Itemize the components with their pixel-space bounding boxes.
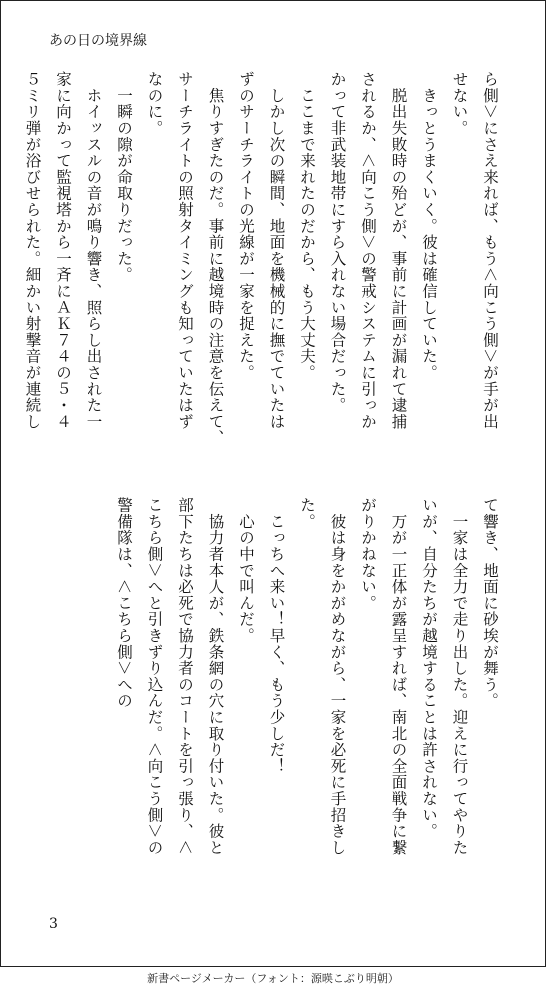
text-line: 部下たちは必死で協力者のコートを引っ張り、＜: [176, 497, 194, 856]
text-line: こちら側＞へと引きずり込んだ。＜向こう側＞の: [145, 497, 164, 856]
text-line: 家に向かって監視塔から一斉にＡＫ７４の５・４: [54, 71, 72, 430]
text-line: 警備隊は、＜こちら側＞への: [115, 497, 133, 709]
text-line: ５ミリ弾が浴びせられた。細かい射撃音が連続し: [23, 71, 42, 430]
text-line: ここまで来れたのだから、もう大丈夫。: [298, 71, 316, 381]
upper-text-block: [23, 71, 505, 461]
text-line: なのに。: [145, 71, 164, 137]
text-line: ずのサーチライトの光線が一家を捉えた。: [237, 71, 255, 381]
text-line: 脱出失敗時の殆どが、事前に計画が漏れて逮捕: [389, 71, 408, 430]
text-line: 彼は身をかがめながら、一家を必死に手招きし: [328, 497, 347, 856]
text-line: 協力者本人が、鉄条網の穴に取り付いた。彼と: [206, 497, 225, 856]
lower-text-columns: [109, 497, 506, 887]
text-line: 心の中で叫んだ。: [237, 497, 255, 644]
text-line: サーチライトの照射タイミングも知っていたはず: [176, 71, 194, 430]
generator-credit: 新書ページメーカー（フォント：源暎こぶり明朝）: [147, 972, 399, 985]
page-number: 3: [49, 916, 58, 932]
running-title: あの日の境界線: [49, 33, 147, 49]
text-line: ら側＞にさえ来れば、もう＜向こう側＞が手が出: [481, 71, 499, 430]
text-line: せない。: [450, 71, 469, 137]
text-line: 一瞬の隙が命取りだった。: [115, 71, 133, 283]
text-line: た。: [298, 497, 316, 530]
text-line: ホイッスルの音が鳴り響き、照らし出された一: [84, 71, 103, 430]
text-line: 焦りすぎたのだ。事前に越境時の注意を伝えて、: [206, 71, 225, 446]
lower-text-block: [49, 497, 505, 887]
upper-text-columns: [17, 71, 505, 461]
text-line: しかし次の瞬間、地面を機械的に撫でていたは: [267, 71, 286, 430]
text-line: されるか、＜向こう側＞の警戒システムに引っか: [359, 71, 377, 430]
text-line: かって非武装地帯にすら入れない場合だった。: [328, 71, 347, 414]
text-line: て響き、地面に砂埃が舞う。: [481, 497, 499, 709]
text-line: いが、自分たちが越境することは許されない。: [420, 497, 438, 840]
text-line: こっちへ来い！早く、もう少しだ！: [267, 497, 286, 775]
text-line: きっとうまくいく。彼は確信していた。: [420, 71, 438, 381]
text-line: 万が一正体が露呈すれば、南北の全面戦争に繋: [389, 497, 408, 856]
text-line: がりかねない。: [359, 497, 377, 612]
text-line: 一家は全力で走り出した。迎えに行ってやりた: [450, 497, 469, 856]
